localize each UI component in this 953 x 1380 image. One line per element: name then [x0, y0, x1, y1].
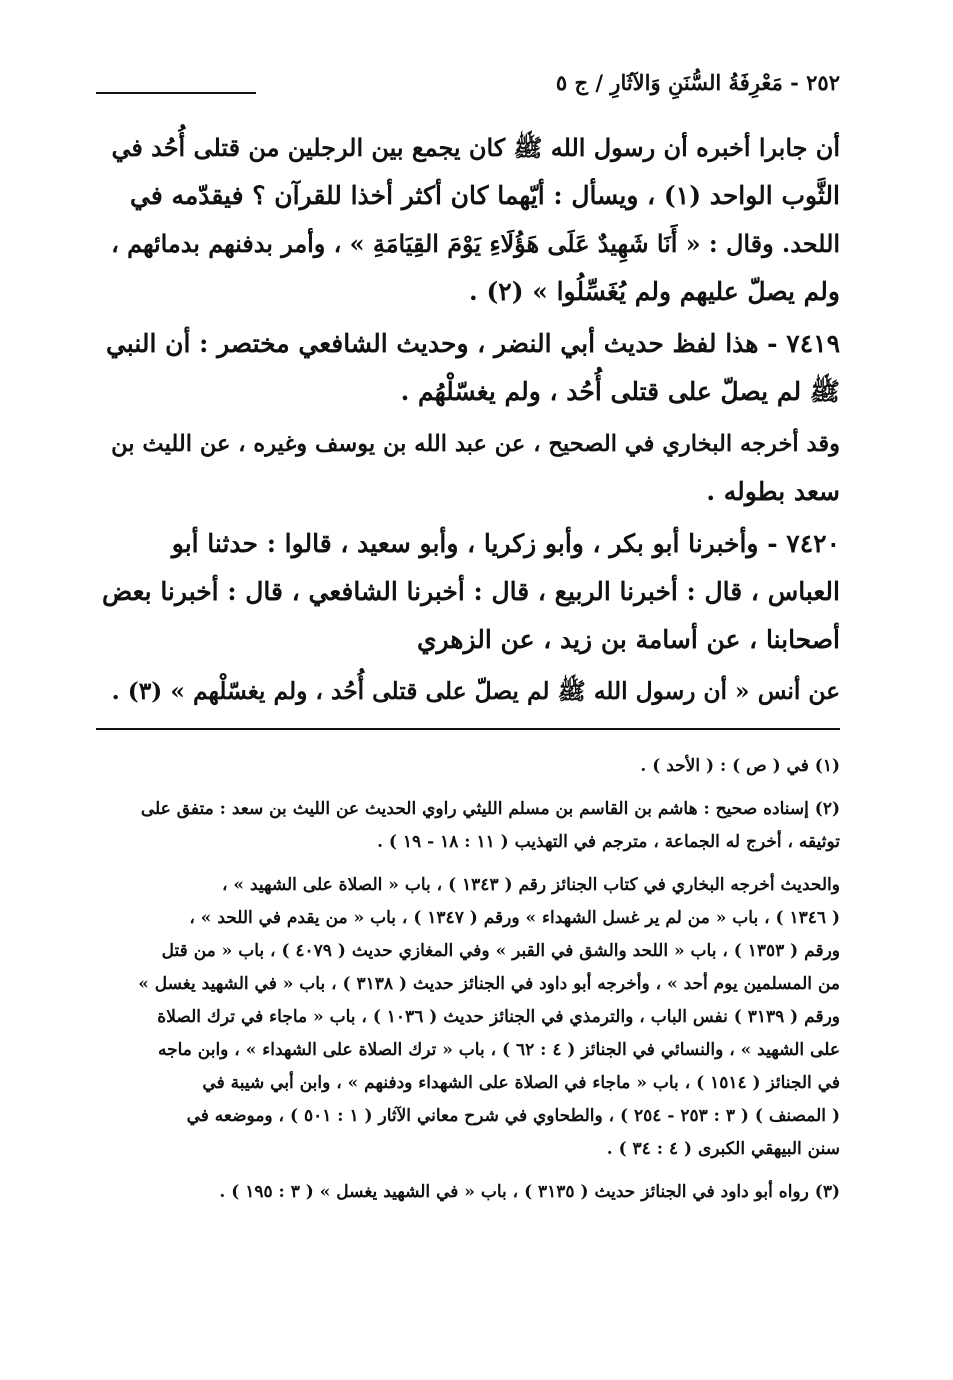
footnote-line: (٢) إسناده صحيح : هاشم بن القاسم بن مسلم الليثي راوي الحديث عن الليث بن سعد : متفق على [140, 799, 840, 819]
text-line: ﷺ لم يصلّ على قتلى أُحُد ، ولم يغسّلْهُم . [400, 377, 840, 406]
text-line: أصحابنا ، عن أسامة بن زيد ، عن الزهري [416, 625, 840, 654]
footnote-line: في الجنائز ( ١٥١٤ ) ، باب « ماجاء في الصلاة على الشهداء ودفنهم » ، وابن أبي شيبة في [202, 1073, 840, 1093]
footnote-1 [96, 750, 840, 783]
footnote-line: سنن البيهقي الكبرى ( ٤ : ٣٤ ) . [606, 1139, 840, 1159]
text-line: ولم يصلّ عليهم ولم يُغَسِّلُوا » (٢) . [469, 277, 840, 306]
footnote-line: ( ١٣٤٦ ) ، باب « من لم ير غسل الشهداء » ورقم ( ١٣٤٧ ) ، باب « من يقدم في اللحد » ، [189, 908, 840, 928]
text-line: الثَّوب الواحد (١) ، ويسأل : أيّهما كان أكثر أخذا للقرآن ؟ فيقدّمه في [130, 181, 840, 210]
paragraph-bukhari [96, 420, 840, 516]
footnote-line: من المسلمين يوم أحد » ، وأخرجه أبو داود في الجنائز حديث ( ٣١٣٨ ) ، باب « في الشهيد يغسل » [138, 974, 840, 994]
paragraph-anas [96, 668, 840, 716]
header-rule [96, 92, 256, 94]
footnotes [96, 750, 840, 1219]
footnote-line: ورقم ( ٣١٣٩ ) نفس الباب ، والترمذي في الجنائز حديث ( ١٠٣٦ ) ، باب « ماجاء في ترك الصلاة [157, 1007, 840, 1027]
footnote-line: توثيقه ، أخرج له الجماعة ، مترجم في التهذيب ( ١١ : ١٨ - ١٩ ) . [377, 832, 840, 852]
text-line: ٧٤١٩ - هذا لفظ حديث أبي النضر ، وحديث الشافعي مختصر : أن النبي [105, 329, 840, 358]
footnote-2-sources [96, 869, 840, 1166]
footnote-line: ورقم ( ١٣٥٣ ) ، باب « اللحد والشق في القبر » وفي المغازي حديث ( ٤٠٧٩ ) ، باب « من قتل [161, 941, 840, 961]
paragraph-1 [96, 124, 840, 316]
text-line: سعد بطوله . [706, 477, 840, 506]
text-line: أن جابرا أخبره أن رسول الله ﷺ كان يجمع بين الرجلين من قتلى أُحُد في [111, 134, 840, 162]
text-line: ٧٤٢٠ - وأخبرنا أبو بكر ، وأبو زكريا ، وأبو سعيد ، قالوا : حدثنا أبو [171, 529, 840, 558]
footnote-line: (٣) رواه أبو داود في الجنائز حديث ( ٣١٣٥ ) ، باب « في الشهيد يغسل » ( ٣ : ١٩٥ ) . [219, 1182, 840, 1202]
page-header [96, 70, 840, 106]
text-line: وقد أخرجه البخاري في الصحيح ، عن عبد الله بن يوسف وغيره ، عن الليث بن [111, 431, 840, 457]
footnote-3 [96, 1176, 840, 1209]
text-line: اللحد. وقال : « أَنَا شَهِيدٌ عَلَى هَؤُلَاءِ يَوْمَ القِيَامَةِ » ، وأمر بدفنهم بدمائهم ، [111, 230, 840, 258]
main-text [96, 124, 840, 720]
text-line: العباس ، قال : أخبرنا الربيع ، قال : أخبرنا الشافعي ، قال : أخبرنا بعض [101, 577, 840, 606]
footnote-line: ( المصنف ) ( ٣ : ٢٥٣ - ٢٥٤ ) ، والطحاوي في شرح معاني الآثار ( ١ : ٥٠١ ) ، وموضعه في [186, 1106, 840, 1126]
paragraph-7419 [96, 320, 840, 416]
text-line: عن أنس « أن رسول الله ﷺ لم يصلّ على قتلى أُحُد ، ولم يغسّلْهم » (٣) . [111, 678, 840, 705]
header-title: ٢٥٢ - مَعْرِفَةُ السُّنَنِ وَالآثَارِ / ج ٥ [555, 70, 840, 95]
paragraph-7420 [96, 520, 840, 664]
footnote-line: (١) في ( ص ) : ( الأحد ) . [640, 756, 840, 776]
footnote-line: على الشهيد » ، والنسائي في الجنائز ( ٤ : ٦٢ ) ، باب « ترك الصلاة على الشهداء » ، وابن ماجه [157, 1040, 840, 1060]
footnote-line: والحديث أخرجه البخاري في كتاب الجنائز رقم ( ١٣٤٣ ) ، باب « الصلاة على الشهيد » ، [222, 875, 840, 895]
footnote-separator [96, 728, 840, 730]
footnote-2 [96, 793, 840, 859]
